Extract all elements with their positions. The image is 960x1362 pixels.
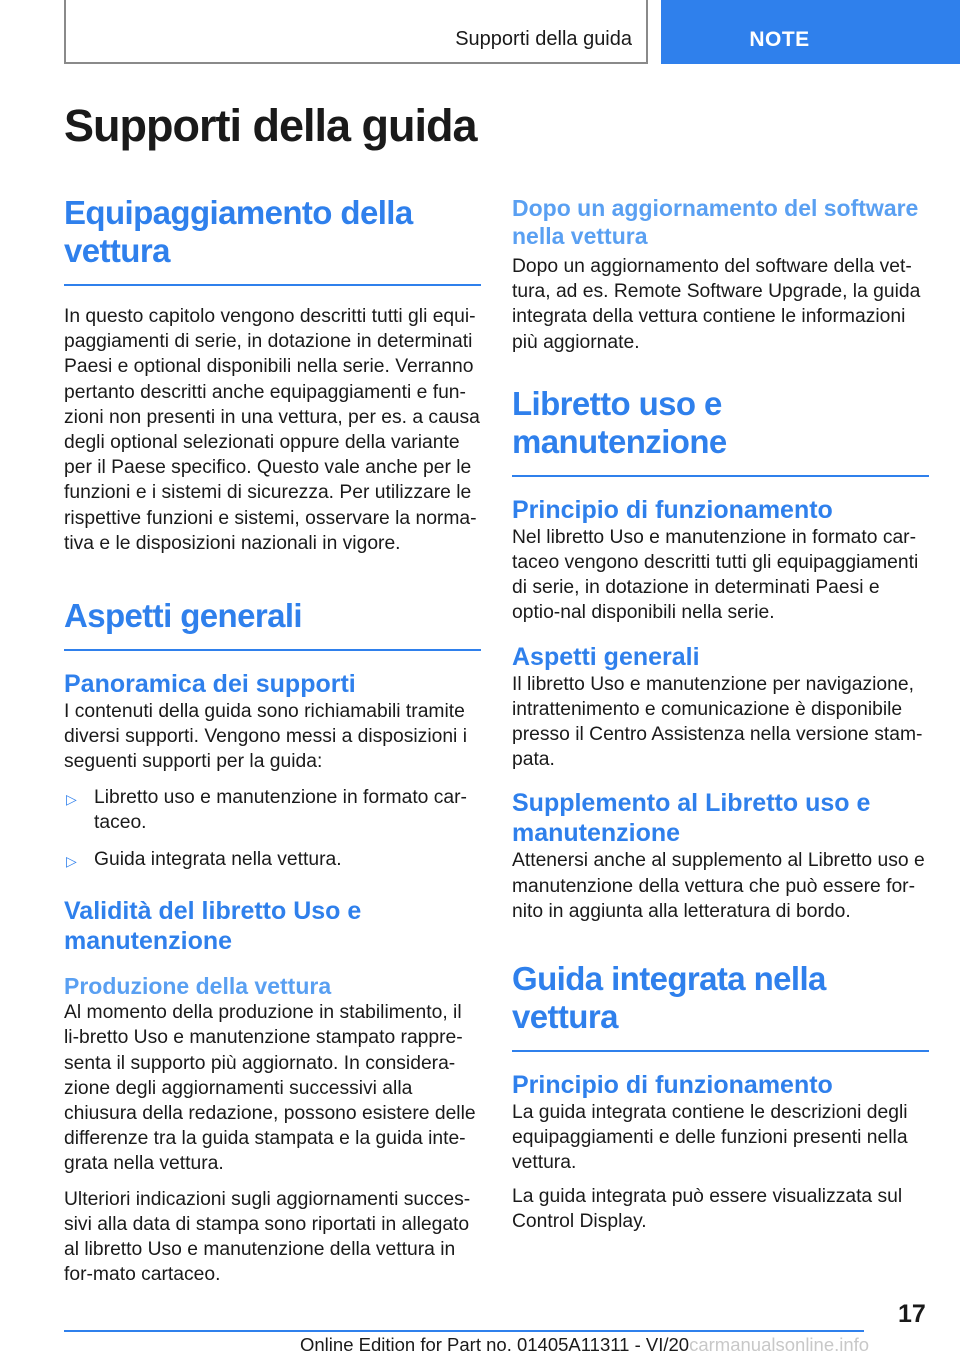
heading-rule [64,284,481,286]
triangle-bullet-icon: ▷ [66,790,77,807]
left-column [64,194,481,1287]
heading-supplemento: Supplemento al Libretto uso e manutenzione [512,789,871,848]
list-item [64,847,481,872]
heading-produzione: Produzione della vettura [64,973,332,1000]
footer-edition [300,1334,869,1356]
heading-rule [512,475,929,477]
page-number: 17 [898,1300,926,1328]
list-item-text: Libretto uso e manutenzione in formato car-taceo. [94,786,467,833]
triangle-bullet-icon: ▷ [66,853,77,870]
right-column [512,194,929,1234]
heading-principio-1: Principio di funzionamento [512,495,833,524]
paragraph-supplemento: Attenersi anche al supplemento al Libretto uso e manutenzione della vettura che può essere for-nito in aggiunta alla letteratura di bordo. [512,850,925,922]
list-item [64,785,481,835]
heading-principio-2: Principio di funzionamento [512,1071,833,1100]
heading-validita: Validità del libretto Uso e manutenzione [64,897,362,956]
heading-guida-integrata: Guida integrata nella vettura [512,960,826,1036]
watermark-text: carmanualsonline.info [689,1334,870,1355]
paragraph-produzione: Al momento della produzione in stabilimento, il li-bretto Uso e manutenzione stampato rappre-senta il supporto più aggiornato. In considera-zione degli aggiornamenti successivi alla chiusura della redazione, possono esistere delle differenze tra la guida stampata e la guida inte-grata nella vettura. [64,1002,476,1175]
paragraph-dopo-aggiornamento: Dopo un aggiornamento del software della vet-tura, ad es. Remote Software Upgrade, la guida integrata della vettura contiene le informazioni più aggiornate. [512,256,921,353]
header-tab-label: NOTE [749,28,810,51]
paragraph-principio-2b: La guida integrata può essere visualizzata sul Control Display. [512,1185,903,1232]
heading-panoramica: Panoramica dei supporti [64,670,356,699]
paragraph-principio-2a: La guida integrata contiene le descrizioni degli equipaggiamenti e delle funzioni presenti nella vettura. [512,1102,908,1174]
heading-libretto: Libretto uso e manutenzione [512,384,727,460]
heading-rule [64,649,481,651]
heading-aspetti-generali-2: Aspetti generali [512,642,700,671]
paragraph-ulteriori: Ulteriori indicazioni sugli aggiornamenti succes-sivi alla data di stampa sono riportati in allegato al libretto Uso e manutenzione della vettura in for-mato cartaceo. [64,1188,471,1286]
heading-equipaggiamento: Equipaggiamento della vettura [64,194,413,269]
edition-text: Online Edition for Part no. 01405A11311 - VI/20 [300,1334,690,1355]
page-title: Supporti della guida [64,100,477,151]
paragraph-panoramica: I contenuti della guida sono richiamabili tramite diversi supporti. Vengono messi a disposizioni i seguenti supporti per la guida: [64,701,467,773]
header-section-box [64,0,648,64]
heading-aspetti-generali: Aspetti generali [64,597,302,635]
heading-dopo-aggiornamento: Dopo un aggiornamento del software nella vettura [512,195,919,249]
paragraph-equipaggiamento: In questo capitolo vengono descritti tutti gli equi-paggiamenti di serie, in dotazione in determinati Paesi e optional disponibili nella serie. Verranno pertanto descritti anche equipaggiamenti e fun-zioni non presenti in una vettura, per es. a causa degli optional selezionati oppure della variante per il Paese specifico. Questo vale anche per le funzioni e i sistemi di sicurezza. Per utilizzare le rispettive funzioni e sistemi, osservare la norma-tiva e le disposizioni nazionali in vigore. [64,306,480,554]
list-item-text: Guida integrata nella vettura. [94,849,342,871]
paragraph-principio-1: Nel libretto Uso e manutenzione in formato car-taceo vengono descritti tutti gli equipaggiamenti di serie, in dotazione in determinati Paesi e optio-nal disponibili nella serie. [512,526,919,624]
heading-rule [512,1050,929,1052]
footer-rule [64,1330,864,1332]
header-section-title: Supporti della guida [455,28,632,50]
paragraph-aspetti-generali-2: Il libretto Uso e manutenzione per navigazione, intrattenimento e comunicazione è disponibile presso il Centro Assistenza nella versione stam-pata. [512,673,923,771]
header-tab-note[interactable] [661,0,960,64]
